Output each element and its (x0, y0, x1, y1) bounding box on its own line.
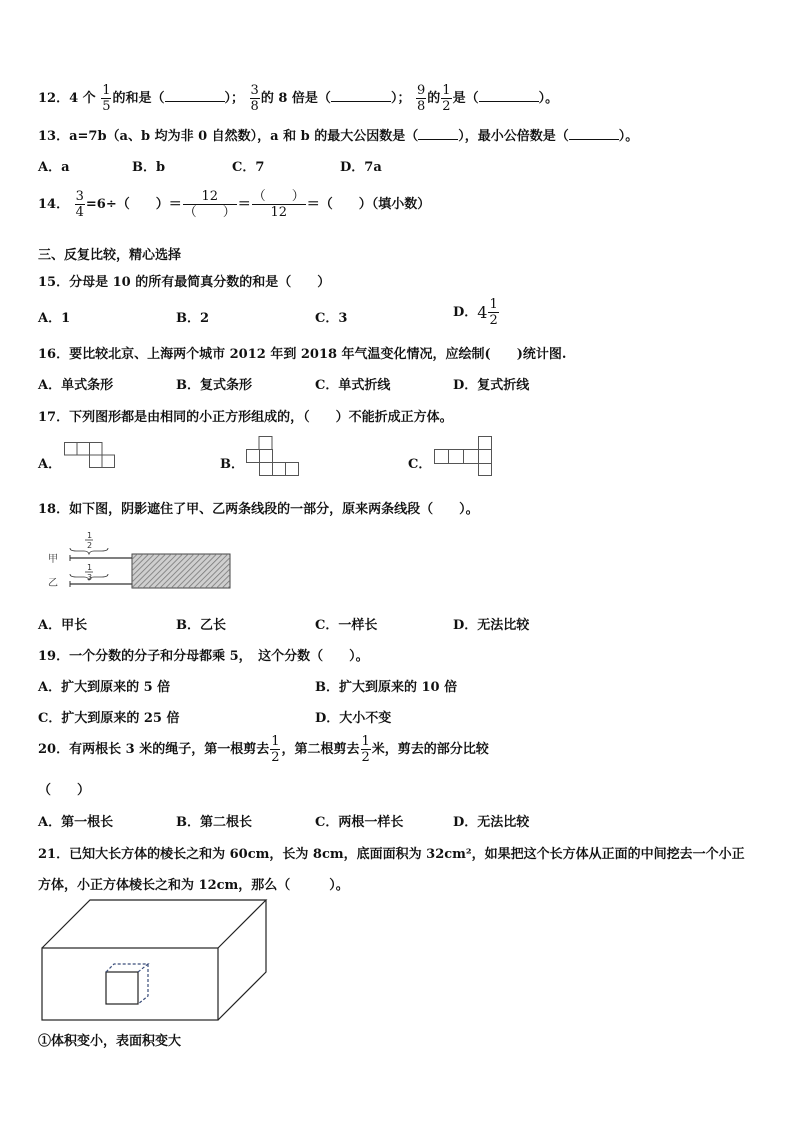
question-17: 17．下列图形都是由相同的小正方形组成的，（ ）不能折成正方体。 (38, 410, 453, 425)
question-21-line-2: 方体，小正方体棱长之和为 12cm，那么（ ）。 (38, 878, 349, 893)
q21-small-cube-front (106, 972, 138, 1004)
q14-eq-2: ＝ (237, 197, 251, 212)
q13-text: 13．a=7b（a、b 均为非 0 自然数），a 和 b 的最大公因数是（ (38, 129, 419, 144)
q13-option-c[interactable]: C．7 (232, 160, 265, 175)
q20-option-c[interactable]: C．两根一样长 (315, 815, 404, 830)
q15-option-a[interactable]: A．1 (38, 311, 71, 326)
q12-text-4: 的 (427, 91, 441, 106)
q14-fraction-2: $\frac{12}{( )}$ (183, 189, 236, 220)
q14-fraction-1: $\frac{3}{4}$ (75, 189, 84, 220)
q18-option-c[interactable]: C．一样长 (315, 618, 378, 633)
q16-option-b[interactable]: B．复式条形 (176, 378, 252, 393)
svg-text:3: 3 (87, 573, 93, 582)
q14-eq-1: =6÷（ ）＝ (85, 197, 182, 212)
q20-option-b[interactable]: B．第二根长 (176, 815, 252, 830)
q12-fraction-2: $\frac{3}{8}$ (250, 83, 259, 114)
q17-option-a[interactable]: A． (38, 457, 62, 472)
q20-fraction-2: $\frac{1}{2}$ (361, 734, 370, 765)
q19-option-b[interactable]: B．扩大到原来的 10 倍 (315, 680, 458, 695)
q15-option-c[interactable]: C．3 (315, 311, 348, 326)
q18-segment-diagram (44, 528, 264, 592)
q13-text-mid: ），最小公倍数是（ (458, 129, 569, 144)
q15-option-d-whole: 4 (477, 303, 488, 322)
q17-option-c[interactable]: C． (408, 457, 432, 472)
q18-label-jia: 甲 (48, 554, 58, 565)
q20-option-a[interactable]: A．第一根长 (38, 815, 114, 830)
q17-option-b[interactable]: B． (220, 457, 244, 472)
q12-fraction-4: $\frac{1}{2}$ (442, 83, 451, 114)
q21-cuboid-diagram (40, 898, 270, 1022)
q19-option-c[interactable]: C．扩大到原来的 25 倍 (38, 711, 180, 726)
q12-fraction-1: $\frac{1}{5}$ (102, 83, 111, 114)
q12-text-1: 4 个 (69, 91, 96, 106)
q12-text-3: 的 8 倍是（ (260, 91, 331, 106)
q15-option-d[interactable] (453, 298, 500, 327)
q12-close-2: ）； (390, 91, 411, 106)
q12-fraction-3: $\frac{9}{8}$ (416, 83, 426, 114)
q13-option-b[interactable]: B．b (132, 160, 166, 175)
q12-blank-1[interactable] (165, 90, 225, 102)
question-21-line-1: 21．已知大长方体的棱长之和为 60cm，长为 8cm，底面面积为 32cm²，如果把这个长方体从正面的中间挖去一个小正 (38, 847, 745, 862)
question-15: 15．分母是 10 的所有最简真分数的和是（ ） (38, 275, 331, 290)
q15-option-b[interactable]: B．2 (176, 311, 210, 326)
q12-text-2: 的和是（ (112, 91, 165, 106)
q19-option-d[interactable]: D．大小不变 (315, 711, 392, 726)
q20-option-d[interactable]: D．无法比较 (453, 815, 530, 830)
q18-option-d[interactable]: D．无法比较 (453, 618, 530, 633)
question-20 (38, 735, 489, 764)
svg-text:1: 1 (87, 531, 93, 540)
q20-text-3: 米，剪去的部分比较 (371, 742, 489, 757)
q16-option-a[interactable]: A．单式条形 (38, 378, 114, 393)
q12-number: 12． (38, 91, 70, 106)
question-16: 16．要比较北京、上海两个城市 2012 年到 2018 年气温变化情况，应绘制( )统计图. (38, 347, 567, 362)
q18-option-a[interactable]: A．甲长 (38, 618, 88, 633)
question-18: 18．如下图，阴影遮住了甲、乙两条线段的一部分，原来两条线段（ ）。 (38, 502, 479, 517)
q17-net-c (430, 436, 496, 476)
q20-fraction-1: $\frac{1}{2}$ (271, 734, 280, 765)
question-19: 19．一个分数的分子和分母都乘 5， 这个分数（ ）。 (38, 649, 369, 664)
q17-net-b (246, 436, 302, 476)
q12-blank-3[interactable] (479, 90, 539, 102)
q14-fraction-3: $\frac{( )}{12}$ (252, 189, 305, 220)
q17-net-a (64, 442, 118, 470)
q14-number: 14． (38, 197, 70, 212)
q12-text-5: 是（ (452, 91, 479, 106)
q18-label-yi: 乙 (48, 578, 58, 589)
q20-answer-paren: （ ） (38, 783, 91, 798)
q12-blank-2[interactable] (331, 90, 391, 102)
q16-option-c[interactable]: C．单式折线 (315, 378, 391, 393)
q15-option-d-label: D． (453, 305, 478, 320)
q18-option-b[interactable]: B．乙长 (176, 618, 226, 633)
q13-option-a[interactable]: A．a (38, 160, 70, 175)
q20-text-1: 20．有两根长 3 米的绳子，第一根剪去 (38, 742, 270, 757)
q12-close-3: ）。 (538, 91, 559, 106)
q19-option-a[interactable]: A．扩大到原来的 5 倍 (38, 680, 171, 695)
svg-text:1: 1 (87, 563, 93, 572)
question-14 (38, 190, 430, 219)
q21-cuboid-front (42, 948, 218, 1020)
svg-text:2: 2 (87, 541, 93, 550)
q12-close-1: ）； (224, 91, 245, 106)
q21-option-1[interactable]: ①体积变小，表面积变大 (38, 1034, 182, 1049)
q15-option-d-fraction: $\frac{1}{2}$ (489, 297, 498, 328)
section-3-heading: 三、反复比较，精心选择 (38, 248, 182, 263)
q13-blank-1[interactable] (418, 128, 458, 140)
question-12 (38, 84, 558, 113)
q14-eq-3: ＝（ ）（填小数） (306, 197, 431, 212)
q13-text-end: ）。 (618, 129, 639, 144)
q16-option-d[interactable]: D．复式折线 (453, 378, 530, 393)
q13-blank-2[interactable] (569, 128, 619, 140)
question-13 (38, 125, 638, 144)
q20-text-2: ，第二根剪去 (281, 742, 360, 757)
q13-option-d[interactable]: D．7a (340, 160, 382, 175)
